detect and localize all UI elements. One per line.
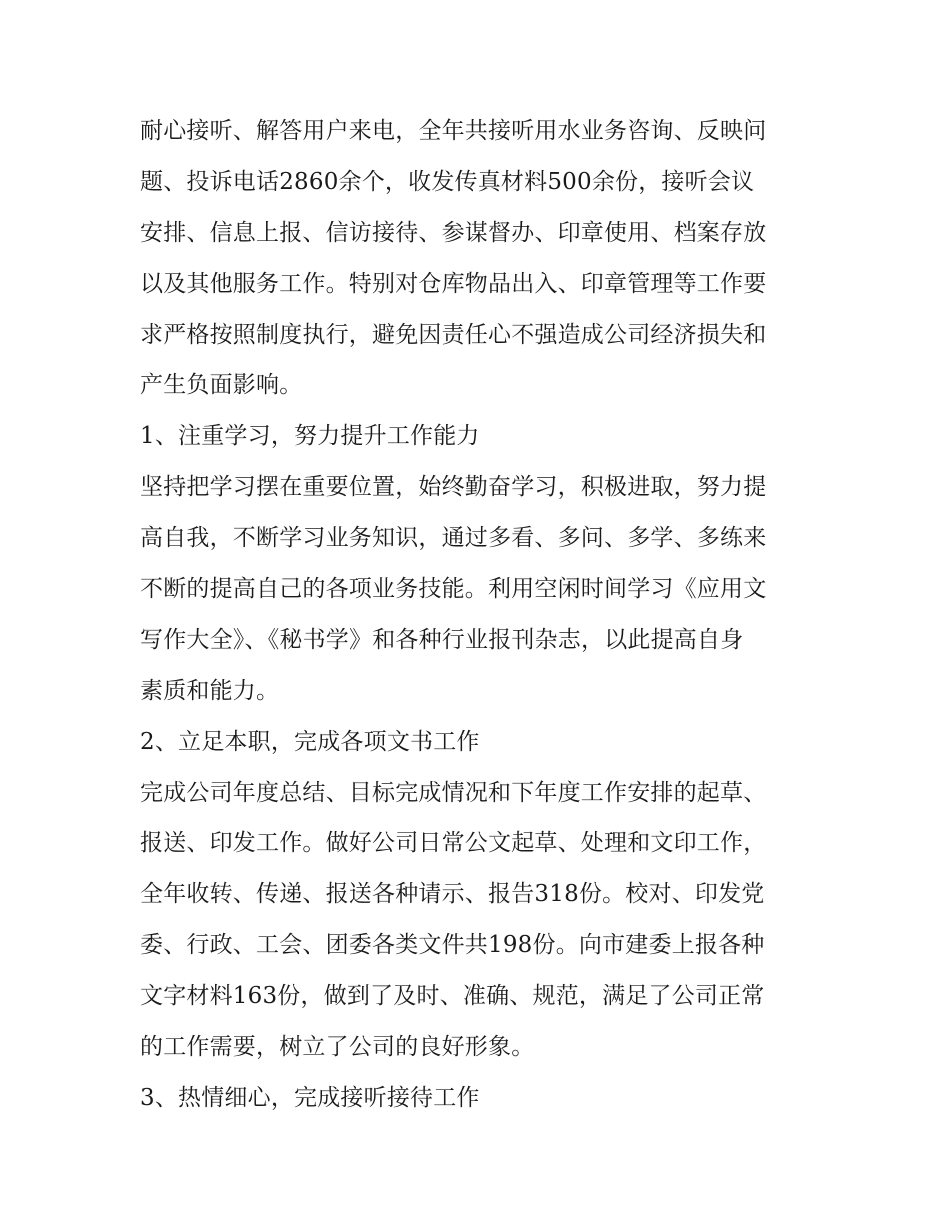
text-line: 写作大全》、《秘书学》和各种行业报刊杂志，以此提高自身	[140, 626, 744, 653]
section-heading-3: 3、热情细心，完成接听接待工作	[140, 1084, 480, 1111]
text-line: 报送、印发工作。做好公司日常公文起草、处理和文印工作，	[140, 830, 767, 857]
text-line: 完成公司年度总结、目标完成情况和下年度工作安排的起草、	[140, 779, 767, 806]
document-body	[140, 106, 820, 1124]
text-line: 以及其他服务工作。特别对仓库物品出入、印章管理等工作要	[140, 270, 767, 297]
text-line: 的工作需要，树立了公司的良好形象。	[140, 1034, 535, 1061]
text-line: 委、行政、工会、团委各类文件共198份。向市建委上报各种	[140, 932, 765, 959]
text-line: 全年收转、传递、报送各种请示、报告318份。校对、印发党	[140, 881, 765, 908]
text-line: 产生负面影响。	[140, 372, 303, 399]
text-line: 题、投诉电话2860余个，收发传真材料500余份，接听会议	[140, 168, 755, 195]
text-line: 文字材料163份，做到了及时、准确、规范，满足了公司正常	[140, 983, 765, 1010]
text-line: 高自我，不断学习业务知识，通过多看、多问、多学、多练来	[140, 525, 767, 552]
text-line: 安排、信息上报、信访接待、参谋督办、印章使用、档案存放	[140, 219, 767, 246]
section-heading-2: 2、立足本职，完成各项文书工作	[140, 728, 480, 755]
text-line: 坚持把学习摆在重要位置，始终勤奋学习，积极进取，努力提	[140, 474, 767, 501]
text-line: 素质和能力。	[140, 677, 280, 704]
section-heading-1: 1、注重学习，努力提升工作能力	[140, 423, 480, 450]
text-line: 求严格按照制度执行，避免因责任心不强造成公司经济损失和	[140, 321, 767, 348]
text-line: 耐心接听、解答用户来电，全年共接听用水业务咨询、反映问	[140, 118, 767, 144]
text-line: 不断的提高自己的各项业务技能。利用空闲时间学习《应用文	[140, 576, 767, 603]
